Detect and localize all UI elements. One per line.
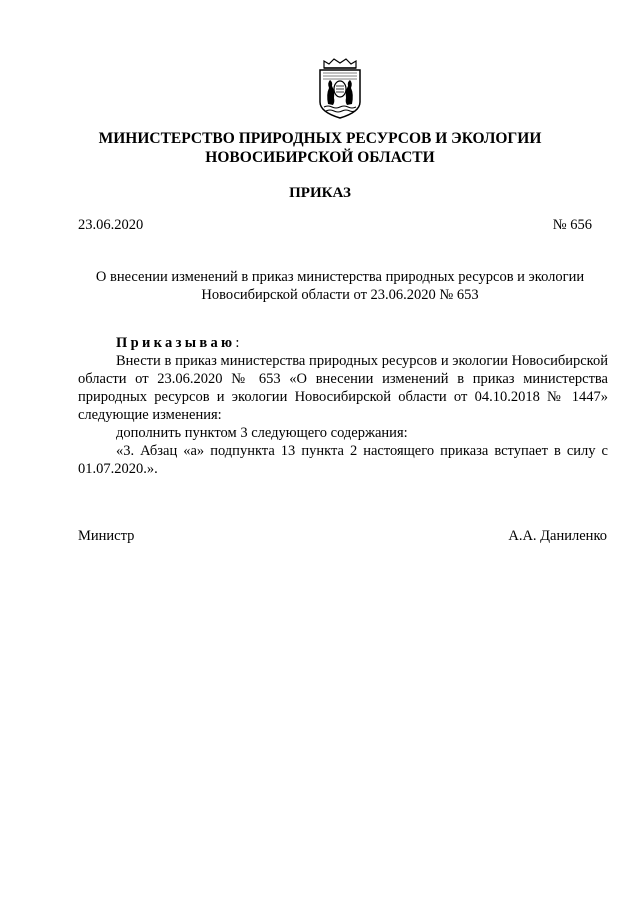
body-paragraph-2: дополнить пунктом 3 следующего содержания: (116, 425, 408, 441)
document-number: № 656 (552, 217, 592, 233)
subject-line1: О внесении изменений в приказ министерства природных ресурсов и экологии (95, 269, 585, 285)
document-subject (60, 268, 620, 304)
document-date: 23.06.2020 (78, 217, 144, 233)
document-type: ПРИКАЗ (289, 185, 351, 201)
ministry-name-line2: НОВОСИБИРСКОЙ ОБЛАСТИ (205, 149, 435, 166)
subject-line2: Новосибирской области от 23.06.2020 № 653 (201, 287, 479, 303)
signatory-position: Министр (78, 528, 135, 544)
ministry-name-line1: МИНИСТЕРСТВО ПРИРОДНЫХ РЕСУРСОВ И ЭКОЛОГИИ (98, 130, 542, 147)
body-paragraph-1: Внести в приказ министерства природных ресурсов и экологии Новосибирской области от 23.06.2020 № 653 «О внесении изменений в приказ министерства природных ресурсов и экологии Новосибирской области от 04.10.2018 № 1447» следующие изменения: (78, 353, 608, 423)
order-heading (78, 334, 608, 352)
ministry-name (0, 129, 640, 167)
signatory-name: А.А. Даниленко (508, 528, 607, 544)
document-body (78, 334, 608, 478)
body-paragraph-3: «3. Абзац «а» подпункта 13 пункта 2 настоящего приказа вступает в силу с 01.07.2020.». (78, 443, 608, 477)
order-colon: : (235, 335, 240, 351)
coat-of-arms-icon (315, 58, 365, 120)
order-word: Приказываю (116, 335, 236, 351)
